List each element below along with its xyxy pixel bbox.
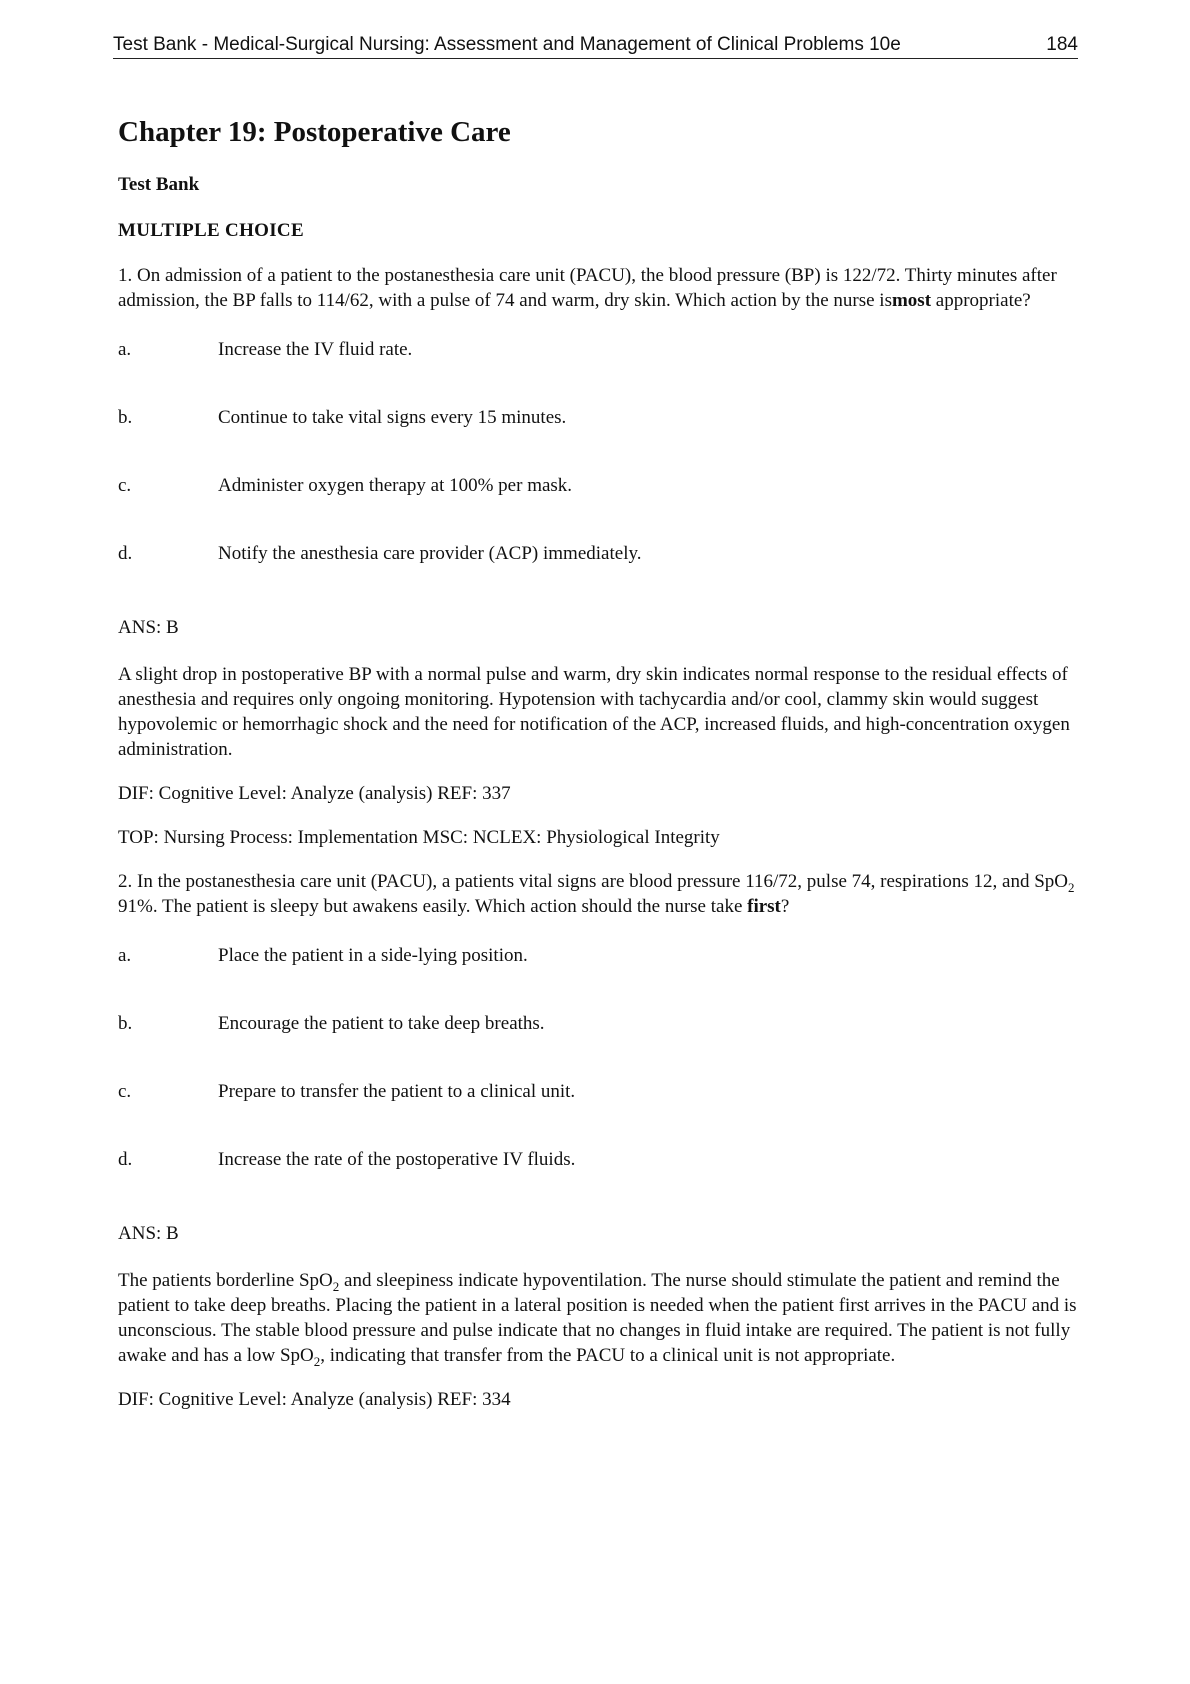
question-1-options bbox=[118, 337, 1078, 609]
question-1-rationale: A slight drop in postoperative BP with a normal pulse and warm, dry skin indicates normal response to the residual effects of anesthesia and requires only ongoing monitoring. Hypotension with tachycardia and/or cool, clammy skin would suggest hypovolemic or hemorrhagic shock and the need for notification of the ACP, increased fluids, and high-concentration oxygen administration. bbox=[118, 664, 1070, 760]
question-1-difficulty: DIF: Cognitive Level: Analyze (analysis) REF: 337 bbox=[118, 783, 511, 804]
question-1-answer: ANS: B bbox=[118, 617, 179, 638]
section-label: Test Bank bbox=[118, 174, 200, 195]
chapter-title: Chapter 19: Postoperative Care bbox=[118, 116, 511, 148]
question-type-heading: MULTIPLE CHOICE bbox=[118, 220, 304, 241]
question-2-option-b: b. Encourage the patient to take deep breaths. bbox=[118, 1013, 545, 1034]
page-header bbox=[113, 32, 1078, 59]
emphasis-most: most bbox=[891, 290, 932, 311]
question-2-difficulty: DIF: Cognitive Level: Analyze (analysis) REF: 334 bbox=[118, 1389, 511, 1410]
question-1-option-b: b. Continue to take vital signs every 15 minutes. bbox=[118, 407, 567, 428]
question-1-option-a: a. Increase the IV fluid rate. bbox=[118, 339, 413, 360]
page-number: 184 bbox=[1046, 34, 1078, 55]
question-2-answer: ANS: B bbox=[118, 1223, 179, 1244]
question-1-stem: 1. On admission of a patient to the postanesthesia care unit (PACU), the blood pressure (BP) is 122/72. Thirty minutes after admission, the BP falls to 114/62, with a pulse of 74 and warm, dry skin. Which action by the nurse ismost appropriate? bbox=[118, 265, 1057, 311]
question-1-option-d: d. Notify the anesthesia care provider (ACP) immediately. bbox=[118, 543, 642, 564]
page-content bbox=[118, 112, 1078, 1412]
question-2-stem: 2. In the postanesthesia care unit (PACU), a patients vital signs are blood pressure 116/72, pulse 74, respirations 12, and SpO$_2$ 91%. The patient is sleepy but awakens easily. Which action should the nurse take first? bbox=[118, 871, 1075, 917]
question-2-option-c: c. Prepare to transfer the patient to a clinical unit. bbox=[118, 1081, 576, 1102]
question-2-options bbox=[118, 943, 1078, 1215]
question-1-topic: TOP: Nursing Process: Implementation MSC: NCLEX: Physiological Integrity bbox=[118, 827, 720, 848]
emphasis-first: first bbox=[747, 896, 781, 917]
question-2-rationale: The patients borderline SpO$_2$ and sleepiness indicate hypoventilation. The nurse should stimulate the patient and remind the patient to take deep breaths. Placing the patient in a lateral position is needed when the patient first arrives in the PACU and is unconscious. The stable blood pressure and pulse indicate that no changes in fluid intake are required. The patient is not fully awake and has a low SpO$_2$, indicating that transfer from the PACU to a clinical unit is not appropriate. bbox=[118, 1270, 1077, 1369]
question-1-option-c: c. Administer oxygen therapy at 100% per mask. bbox=[118, 475, 573, 496]
question-2-option-a: a. Place the patient in a side-lying position. bbox=[118, 945, 528, 966]
question-2-option-d: d. Increase the rate of the postoperative IV fluids. bbox=[118, 1149, 576, 1170]
header-title: Test Bank - Medical-Surgical Nursing: Assessment and Management of Clinical Problems 10e bbox=[113, 34, 901, 55]
